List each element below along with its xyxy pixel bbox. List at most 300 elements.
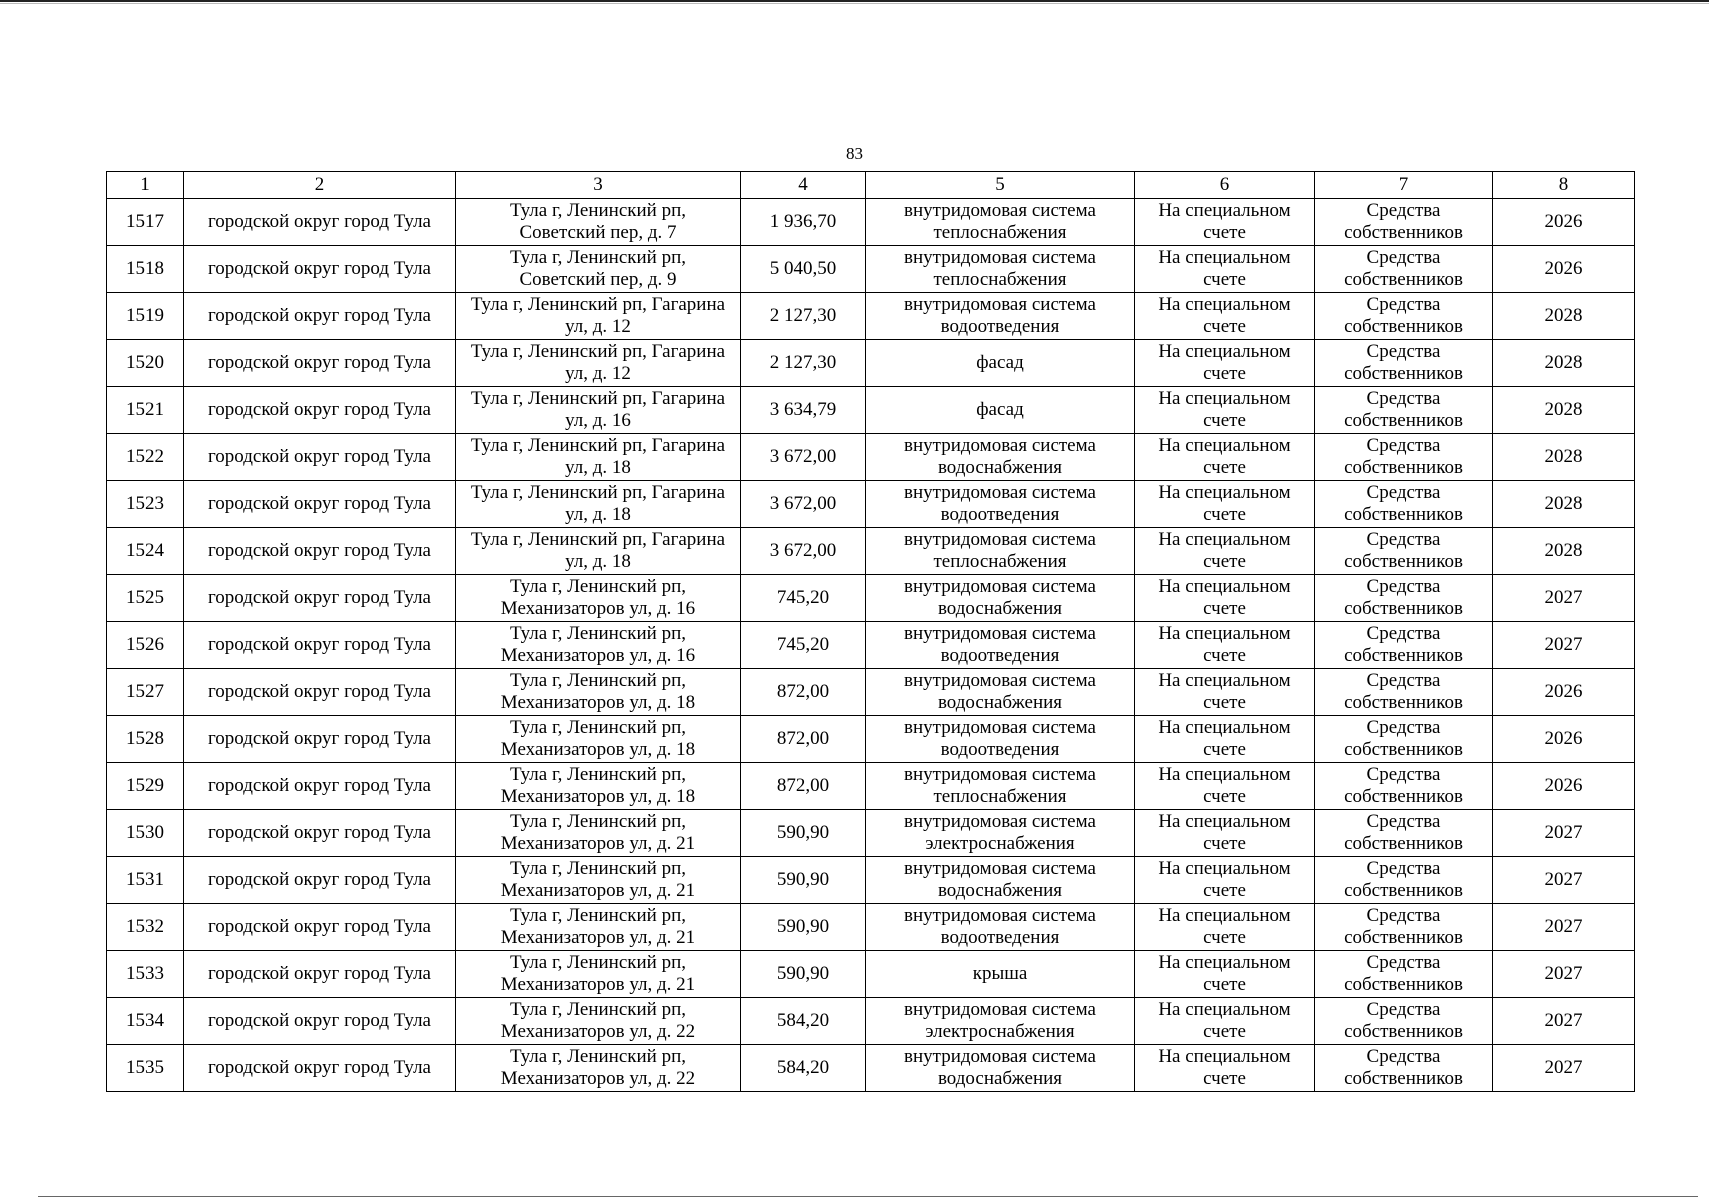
address-cell (456, 575, 741, 622)
area-cell (741, 810, 866, 857)
cell-text-source-l2: собственников (1344, 598, 1463, 619)
municipality-cell (184, 293, 456, 340)
cell-text-num: 1528 (126, 728, 164, 749)
row-number (107, 575, 184, 622)
cell-text-year: 2026 (1544, 681, 1583, 702)
work-type-cell (866, 857, 1135, 904)
year-cell (1493, 857, 1635, 904)
cell-text-source-l1: Средства (1366, 952, 1441, 973)
row-number (107, 1045, 184, 1092)
cell-text-fund-l1: На специальном (1158, 811, 1291, 832)
cell-text-address-l1: Тула г, Ленинский рп, Гагарина (470, 388, 726, 409)
cell-text-fund-l2: счете (1203, 1021, 1246, 1042)
cell-text-source-l2: собственников (1344, 645, 1463, 666)
cell-text-source-l2: собственников (1344, 833, 1463, 854)
cell-text-address-l2: ул, д. 18 (565, 551, 631, 572)
cell-text-fund-l2: счете (1203, 457, 1246, 478)
funding-source-cell (1315, 528, 1493, 575)
cell-text-year: 2026 (1544, 775, 1583, 796)
area-cell (741, 716, 866, 763)
row-number (107, 293, 184, 340)
cell-text-area: 745,20 (776, 634, 830, 655)
cell-text-work-l2: электроснабжения (925, 833, 1075, 854)
funding-source-cell (1315, 622, 1493, 669)
address-cell (456, 387, 741, 434)
year-cell (1493, 199, 1635, 246)
cell-text-address-l1: Тула г, Ленинский рп, (509, 623, 686, 644)
cell-text-address-l1: Тула г, Ленинский рп, Гагарина (470, 529, 726, 550)
work-type-cell (866, 340, 1135, 387)
cell-text-municipality: городской округ город Тула (207, 493, 431, 514)
area-cell (741, 293, 866, 340)
cell-text-work-l1: внутридомовая система (904, 247, 1096, 268)
cell-text-work-l2: водоснабжения (937, 457, 1063, 478)
cell-text-work-l1: внутридомовая система (904, 294, 1096, 315)
area-cell (741, 1045, 866, 1092)
cell-text-source-l2: собственников (1344, 363, 1463, 384)
municipality-cell (184, 481, 456, 528)
row-number (107, 246, 184, 293)
area-cell (741, 434, 866, 481)
area-cell (741, 340, 866, 387)
area-cell (741, 669, 866, 716)
address-cell (456, 763, 741, 810)
area-cell (741, 857, 866, 904)
row-number (107, 763, 184, 810)
cell-text-area: 590,90 (776, 869, 830, 890)
cell-text-year: 2028 (1544, 352, 1583, 373)
cell-text-num: 1533 (126, 963, 164, 984)
address-cell (456, 481, 741, 528)
cell-text-area: 584,20 (776, 1010, 830, 1031)
cell-text-work-l1: внутридомовая система (904, 529, 1096, 550)
cell-text-area: 3 672,00 (769, 493, 837, 514)
cell-text-address-l2: Советский пер, д. 7 (519, 222, 677, 243)
municipality-cell (184, 904, 456, 951)
year-cell (1493, 951, 1635, 998)
cell-text-address-l2: Механизаторов ул, д. 16 (500, 598, 696, 619)
address-cell (456, 716, 741, 763)
cell-text-year: 2026 (1544, 728, 1583, 749)
table-row (107, 481, 1635, 528)
cell-text-work-l2: водоотведения (940, 739, 1060, 760)
cell-text-address-l2: ул, д. 18 (565, 504, 631, 525)
address-cell (456, 622, 741, 669)
cell-text-year: 2027 (1544, 822, 1583, 843)
cell-text-address-l1: Тула г, Ленинский рп, Гагарина (470, 341, 726, 362)
cell-text-source-l2: собственников (1344, 222, 1463, 243)
cell-text-fund-l2: счете (1203, 786, 1246, 807)
fund-method-cell (1135, 481, 1315, 528)
cell-text-area: 590,90 (776, 916, 830, 937)
area-cell (741, 387, 866, 434)
cell-text-year: 2028 (1544, 399, 1583, 420)
fund-method-cell (1135, 199, 1315, 246)
cell-text-work-l1: внутридомовая система (904, 717, 1096, 738)
funding-source-cell (1315, 481, 1493, 528)
cell-text-source-l1: Средства (1366, 858, 1441, 879)
cell-text-fund-l2: счете (1203, 504, 1246, 525)
cell-text-fund-l1: На специальном (1158, 858, 1291, 879)
table-row (107, 528, 1635, 575)
funding-source-cell (1315, 199, 1493, 246)
area-cell (741, 951, 866, 998)
cell-text-municipality: городской округ город Тула (207, 258, 431, 279)
municipality-cell (184, 246, 456, 293)
cell-text-address-l2: Механизаторов ул, д. 21 (500, 833, 696, 854)
year-cell (1493, 481, 1635, 528)
cell-text-num: 1529 (126, 775, 164, 796)
cell-text-num: 1520 (126, 352, 164, 373)
cell-text-fund-l1: На специальном (1158, 670, 1291, 691)
funding-source-cell (1315, 763, 1493, 810)
cell-text-work-l1: внутридомовая система (904, 482, 1096, 503)
area-cell (741, 575, 866, 622)
cell-text-address-l1: Тула г, Ленинский рп, (509, 1046, 686, 1067)
year-cell (1493, 810, 1635, 857)
cell-text-municipality: городской округ город Тула (207, 305, 431, 326)
address-cell (456, 199, 741, 246)
cell-text-num: 1530 (126, 822, 164, 843)
cell-text-work-l1: внутридомовая система (904, 200, 1096, 221)
cell-text-fund-l1: На специальном (1158, 623, 1291, 644)
cell-text-fund-l2: счете (1203, 927, 1246, 948)
municipality-cell (184, 387, 456, 434)
cell-text-num: 1518 (126, 258, 164, 279)
cell-text-num: 1534 (126, 1010, 164, 1031)
fund-method-cell (1135, 246, 1315, 293)
table-row (107, 669, 1635, 716)
cell-text-num: 1527 (126, 681, 164, 702)
cell-text-work-l2: водоснабжения (937, 880, 1063, 901)
cell-text-work-l2: теплоснабжения (933, 269, 1067, 290)
cell-text-year: 2027 (1544, 634, 1583, 655)
cell-text-address-l1: Тула г, Ленинский рп, (509, 717, 686, 738)
cell-text-source-l1: Средства (1366, 905, 1441, 926)
cell-text-area: 5 040,50 (769, 258, 837, 279)
cell-text-municipality: городской округ город Тула (207, 728, 431, 749)
cell-text-address-l2: Механизаторов ул, д. 18 (500, 692, 696, 713)
cell-text-municipality: городской округ город Тула (207, 1010, 431, 1031)
cell-text-municipality: городской округ город Тула (207, 681, 431, 702)
cell-text-address-l1: Тула г, Ленинский рп, Гагарина (470, 435, 726, 456)
cell-text-work-l2: электроснабжения (925, 1021, 1075, 1042)
cell-text-num: 1535 (126, 1057, 164, 1078)
cell-text-source-l1: Средства (1366, 341, 1441, 362)
address-cell (456, 904, 741, 951)
cell-text-source-l2: собственников (1344, 504, 1463, 525)
row-number (107, 716, 184, 763)
cell-text-year: 2026 (1544, 211, 1583, 232)
table-row (107, 246, 1635, 293)
funding-source-cell (1315, 857, 1493, 904)
municipality-cell (184, 434, 456, 481)
work-type-cell (866, 716, 1135, 763)
row-number (107, 951, 184, 998)
cell-text-area: 872,00 (776, 775, 830, 796)
work-type-cell (866, 387, 1135, 434)
cell-text-year: 2028 (1544, 305, 1583, 326)
funding-source-cell (1315, 340, 1493, 387)
cell-text-area: 3 634,79 (769, 399, 837, 420)
municipality-cell (184, 951, 456, 998)
year-cell (1493, 293, 1635, 340)
year-cell (1493, 575, 1635, 622)
cell-text-area: 872,00 (776, 681, 830, 702)
row-number (107, 904, 184, 951)
year-cell (1493, 998, 1635, 1045)
area-cell (741, 528, 866, 575)
cell-text-source-l1: Средства (1366, 200, 1441, 221)
column-header: 7 (1315, 172, 1493, 199)
table-row (107, 904, 1635, 951)
cell-text-fund-l1: На специальном (1158, 247, 1291, 268)
cell-text-address-l1: Тула г, Ленинский рп, (509, 858, 686, 879)
municipality-cell (184, 199, 456, 246)
table-row (107, 387, 1635, 434)
column-header: 6 (1135, 172, 1315, 199)
address-cell (456, 810, 741, 857)
row-number (107, 434, 184, 481)
cell-text-address-l2: ул, д. 12 (565, 363, 631, 384)
work-type-cell (866, 998, 1135, 1045)
cell-text-fund-l2: счете (1203, 645, 1246, 666)
work-type-cell (866, 575, 1135, 622)
fund-method-cell (1135, 340, 1315, 387)
work-type-cell (866, 951, 1135, 998)
funding-source-cell (1315, 387, 1493, 434)
cell-text-source-l1: Средства (1366, 576, 1441, 597)
cell-text-area: 584,20 (776, 1057, 830, 1078)
cell-text-work-l2: водоотведения (940, 316, 1060, 337)
cell-text-year: 2027 (1544, 1057, 1583, 1078)
cell-text-address-l2: Советский пер, д. 9 (519, 269, 677, 290)
cell-text-work-l2: водоснабжения (937, 598, 1063, 619)
cell-text-source-l2: собственников (1344, 880, 1463, 901)
cell-text-fund-l2: счете (1203, 598, 1246, 619)
cell-text-fund-l2: счете (1203, 269, 1246, 290)
cell-text-year: 2027 (1544, 916, 1583, 937)
area-cell (741, 763, 866, 810)
cell-text-work-l2: водоснабжения (937, 1068, 1063, 1089)
municipality-cell (184, 998, 456, 1045)
cell-text-source-l1: Средства (1366, 388, 1441, 409)
cell-text-address-l2: Механизаторов ул, д. 21 (500, 927, 696, 948)
fund-method-cell (1135, 951, 1315, 998)
cell-text-work-l1: внутридомовая система (904, 858, 1096, 879)
table-row (107, 293, 1635, 340)
cell-text-fund-l1: На специальном (1158, 294, 1291, 315)
cell-text-fund-l1: На специальном (1158, 905, 1291, 926)
cell-text-fund-l1: На специальном (1158, 764, 1291, 785)
cell-text-address-l2: Механизаторов ул, д. 22 (500, 1068, 696, 1089)
address-cell (456, 857, 741, 904)
cell-text-municipality: городской округ город Тула (207, 540, 431, 561)
cell-text-address-l2: Механизаторов ул, д. 16 (500, 645, 696, 666)
fund-method-cell (1135, 669, 1315, 716)
cell-text-source-l1: Средства (1366, 1046, 1441, 1067)
municipality-cell (184, 810, 456, 857)
scan-edge-bottom (38, 1196, 1698, 1197)
cell-text-municipality: городской округ город Тула (207, 822, 431, 843)
cell-text-work-l1: внутридомовая система (904, 1046, 1096, 1067)
cell-text-work-l1: внутридомовая система (904, 435, 1096, 456)
cell-text-fund-l1: На специальном (1158, 341, 1291, 362)
year-cell (1493, 387, 1635, 434)
row-number (107, 622, 184, 669)
cell-text-area: 3 672,00 (769, 540, 837, 561)
year-cell (1493, 669, 1635, 716)
table-row (107, 998, 1635, 1045)
row-number (107, 669, 184, 716)
fund-method-cell (1135, 810, 1315, 857)
cell-text-address-l2: Механизаторов ул, д. 18 (500, 786, 696, 807)
fund-method-cell (1135, 387, 1315, 434)
funding-source-cell (1315, 246, 1493, 293)
cell-text-address-l1: Тула г, Ленинский рп, (509, 764, 686, 785)
cell-text-num: 1522 (126, 446, 164, 467)
column-header: 8 (1493, 172, 1635, 199)
cell-text-address-l2: ул, д. 16 (565, 410, 631, 431)
cell-text-source-l2: собственников (1344, 457, 1463, 478)
cell-text-municipality: городской округ город Тула (207, 587, 431, 608)
fund-method-cell (1135, 857, 1315, 904)
cell-text-year: 2028 (1544, 493, 1583, 514)
cell-text-source-l1: Средства (1366, 717, 1441, 738)
table-row (107, 810, 1635, 857)
work-type-cell (866, 293, 1135, 340)
capital-repair-table (106, 171, 1635, 1092)
cell-text-year: 2026 (1544, 258, 1583, 279)
cell-text-work-l1: внутридомовая система (904, 623, 1096, 644)
table-body (107, 199, 1635, 1092)
cell-text-work-l2: водоотведения (940, 504, 1060, 525)
municipality-cell (184, 340, 456, 387)
year-cell (1493, 434, 1635, 481)
year-cell (1493, 622, 1635, 669)
cell-text-num: 1525 (126, 587, 164, 608)
cell-text-source-l1: Средства (1366, 482, 1441, 503)
cell-text-fund-l2: счете (1203, 363, 1246, 384)
cell-text-municipality: городской округ город Тула (207, 916, 431, 937)
cell-text-address-l1: Тула г, Ленинский рп, (509, 576, 686, 597)
cell-text-area: 590,90 (776, 822, 830, 843)
cell-text-source-l2: собственников (1344, 1021, 1463, 1042)
cell-text-year: 2027 (1544, 963, 1583, 984)
address-cell (456, 1045, 741, 1092)
cell-text-year: 2027 (1544, 1010, 1583, 1031)
area-cell (741, 622, 866, 669)
work-type-cell (866, 434, 1135, 481)
municipality-cell (184, 622, 456, 669)
funding-source-cell (1315, 669, 1493, 716)
cell-text-address-l1: Тула г, Ленинский рп, (509, 999, 686, 1020)
cell-text-address-l1: Тула г, Ленинский рп, (509, 811, 686, 832)
year-cell (1493, 340, 1635, 387)
cell-text-fund-l1: На специальном (1158, 435, 1291, 456)
year-cell (1493, 246, 1635, 293)
address-cell (456, 669, 741, 716)
cell-text-municipality: городской округ город Тула (207, 211, 431, 232)
funding-source-cell (1315, 1045, 1493, 1092)
cell-text-address-l1: Тула г, Ленинский рп, Гагарина (470, 482, 726, 503)
cell-text-address-l1: Тула г, Ленинский рп, (509, 905, 686, 926)
cell-text-municipality: городской округ город Тула (207, 352, 431, 373)
table-row (107, 716, 1635, 763)
cell-text-source-l1: Средства (1366, 247, 1441, 268)
table-row (107, 340, 1635, 387)
cell-text-area: 3 672,00 (769, 446, 837, 467)
cell-text-fund-l2: счете (1203, 880, 1246, 901)
cell-text-area: 2 127,30 (769, 352, 837, 373)
municipality-cell (184, 669, 456, 716)
address-cell (456, 246, 741, 293)
area-cell (741, 998, 866, 1045)
address-cell (456, 951, 741, 998)
cell-text-source-l2: собственников (1344, 692, 1463, 713)
cell-text-num: 1532 (126, 916, 164, 937)
cell-text-work-l1: крыша (972, 963, 1028, 984)
cell-text-address-l1: Тула г, Ленинский рп, (509, 247, 686, 268)
year-cell (1493, 528, 1635, 575)
row-number (107, 810, 184, 857)
cell-text-area: 1 936,70 (769, 211, 837, 232)
fund-method-cell (1135, 1045, 1315, 1092)
funding-source-cell (1315, 810, 1493, 857)
fund-method-cell (1135, 998, 1315, 1045)
cell-text-source-l1: Средства (1366, 623, 1441, 644)
cell-text-num: 1521 (126, 399, 164, 420)
cell-text-num: 1517 (126, 211, 164, 232)
scan-edge-top (0, 0, 1709, 2)
cell-text-year: 2028 (1544, 446, 1583, 467)
work-type-cell (866, 669, 1135, 716)
cell-text-work-l2: водоснабжения (937, 692, 1063, 713)
cell-text-year: 2028 (1544, 540, 1583, 561)
year-cell (1493, 716, 1635, 763)
cell-text-municipality: городской округ город Тула (207, 399, 431, 420)
cell-text-address-l2: Механизаторов ул, д. 21 (500, 880, 696, 901)
cell-text-address-l2: ул, д. 18 (565, 457, 631, 478)
cell-text-source-l1: Средства (1366, 670, 1441, 691)
cell-text-fund-l1: На специальном (1158, 1046, 1291, 1067)
cell-text-source-l1: Средства (1366, 999, 1441, 1020)
cell-text-fund-l1: На специальном (1158, 529, 1291, 550)
cell-text-fund-l2: счете (1203, 1068, 1246, 1089)
cell-text-municipality: городской округ город Тула (207, 869, 431, 890)
column-header: 1 (107, 172, 184, 199)
cell-text-work-l2: теплоснабжения (933, 222, 1067, 243)
area-cell (741, 481, 866, 528)
municipality-cell (184, 1045, 456, 1092)
funding-source-cell (1315, 293, 1493, 340)
cell-text-work-l1: фасад (976, 399, 1024, 420)
table-row (107, 951, 1635, 998)
work-type-cell (866, 246, 1135, 293)
cell-text-fund-l2: счете (1203, 316, 1246, 337)
cell-text-address-l2: Механизаторов ул, д. 21 (500, 974, 696, 995)
cell-text-fund-l1: На специальном (1158, 576, 1291, 597)
cell-text-fund-l2: счете (1203, 222, 1246, 243)
cell-text-num: 1524 (126, 540, 164, 561)
cell-text-num: 1523 (126, 493, 164, 514)
cell-text-work-l1: внутридомовая система (904, 999, 1096, 1020)
row-number (107, 998, 184, 1045)
cell-text-fund-l2: счете (1203, 739, 1246, 760)
address-cell (456, 998, 741, 1045)
table-row (107, 199, 1635, 246)
cell-text-source-l2: собственников (1344, 1068, 1463, 1089)
